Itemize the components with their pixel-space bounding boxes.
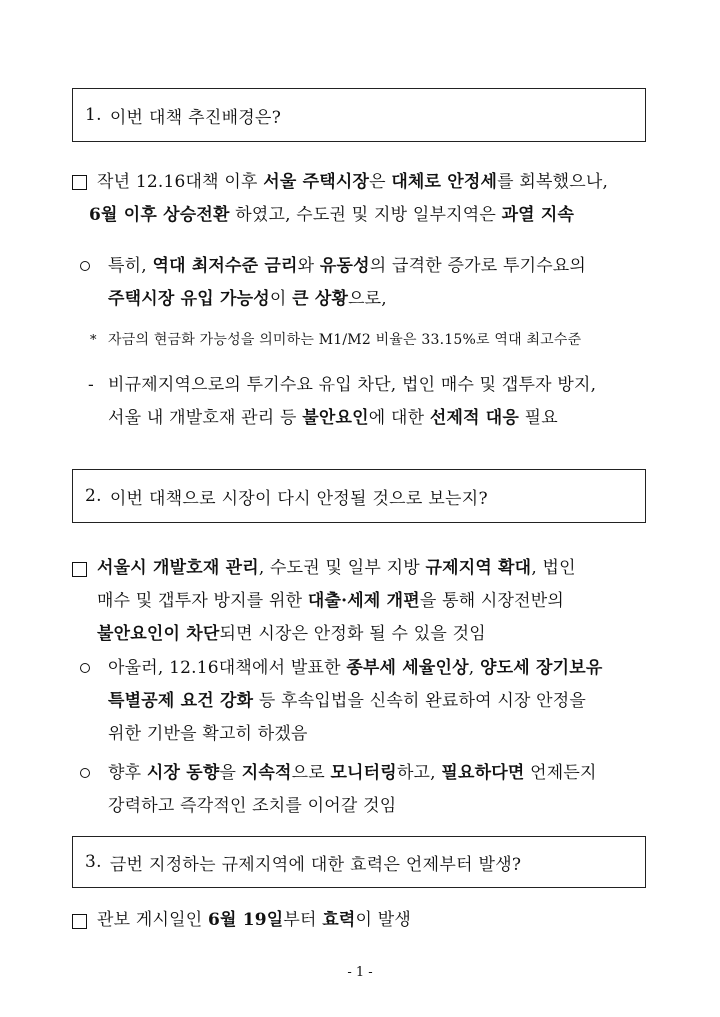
text-run: 의 급격한 증가로 투기수요의	[369, 256, 587, 276]
bold-run: 대출·세제 개편	[307, 591, 420, 611]
checkbox-bullet-icon	[72, 562, 87, 577]
bold-run: 선제적 대응	[429, 408, 520, 428]
text-line	[97, 585, 576, 618]
circle-bullet-icon	[80, 768, 90, 778]
bold-run: 6월 19일	[207, 910, 284, 930]
bold-run: 양도세 장기보유	[480, 658, 603, 678]
paragraph-q2-sub1	[108, 652, 603, 751]
text-line	[108, 250, 586, 283]
bold-run: 불안요인이 차단	[97, 624, 220, 644]
text-line	[108, 283, 586, 316]
text-run: 관보 게시일인	[97, 910, 208, 930]
text-run: 되면 시장은 안정화 될 수 있을 것임	[219, 624, 486, 644]
text-run: 아울러, 12.16대책에서 발표한	[108, 658, 347, 678]
text-run: 하고,	[396, 763, 442, 783]
question-1-box	[72, 88, 646, 142]
bold-run: 효력	[322, 910, 356, 930]
bold-run: 큰 상황	[292, 289, 349, 309]
bold-run: 6월 이후 상승전환	[89, 205, 230, 225]
text-run: 하였고, 수도권 및 지방 일부지역은	[229, 205, 502, 225]
bold-run: 서울 주택시장	[263, 172, 370, 192]
question-number: 3.	[85, 852, 102, 872]
text-run: 서울 내 개발호재 관리 등	[108, 408, 303, 428]
text-run: 향후	[108, 763, 147, 783]
text-line	[97, 904, 411, 937]
bold-run: 필요하다면	[441, 763, 525, 783]
footnote: 자금의 현금화 가능성을 의미하는 M1/M2 비율은 33.15%로 역대 최고수준	[108, 332, 582, 348]
text-run: 필요	[519, 408, 558, 428]
text-line	[108, 652, 603, 685]
text-line	[89, 199, 608, 232]
paragraph-q2-sub2	[108, 757, 597, 823]
text-run: 은	[369, 172, 392, 192]
page-number: - 1 -	[347, 965, 373, 980]
text-run: 으로	[291, 763, 331, 783]
question-title: 이번 대책 추진배경은?	[109, 107, 282, 128]
text-run: 을	[219, 763, 242, 783]
text-run: ,	[468, 658, 481, 678]
text-run: , 수도권 및 일부 지방	[258, 558, 426, 578]
text-run: 언제든지	[524, 763, 597, 783]
text-line	[97, 166, 608, 199]
bold-run: 역대 최저수준 금리	[152, 256, 298, 276]
question-title: 금번 지정하는 규제지역에 대한 효력은 언제부터 발생?	[109, 854, 522, 875]
text-line: 위한 기반을 확고히 하겠음	[108, 724, 308, 744]
bold-run: 서울시 개발호재 관리	[97, 558, 259, 578]
bold-run: 시장 동향	[146, 763, 220, 783]
text-run: 이 발생	[355, 910, 411, 930]
text-run: 등 후속입법을 신속히 완료하여 시장 안정을	[253, 691, 587, 711]
text-run: 으로,	[348, 289, 387, 309]
bold-run: 모니터링	[330, 763, 397, 783]
question-title: 이번 대책으로 시장이 다시 안정될 것으로 보는지?	[109, 488, 488, 509]
text-run: 매수 및 갭투자 방지를 위한	[97, 591, 308, 611]
bold-run: 지속적	[241, 763, 292, 783]
bold-run: 주택시장 유입 가능성	[108, 289, 270, 309]
text-run: , 법인	[531, 558, 576, 578]
bold-run: 불안요인	[302, 408, 369, 428]
question-2-box	[72, 469, 646, 523]
asterisk-icon: *	[90, 333, 97, 348]
bold-run: 규제지역 확대	[425, 558, 532, 578]
text-run: 에 대한	[368, 408, 430, 428]
paragraph-q1-bullet	[89, 166, 609, 232]
question-3-box	[72, 836, 646, 888]
checkbox-bullet-icon	[72, 914, 87, 929]
question-number: 2.	[85, 486, 102, 506]
paragraph-q1-dash	[108, 369, 596, 435]
text-line	[97, 618, 576, 651]
text-run: 와	[297, 256, 320, 276]
text-line: 강력하고 즉각적인 조치를 이어갈 것임	[108, 796, 397, 816]
bold-run: 대체로 안정세	[391, 172, 498, 192]
paragraph-q1-sub	[108, 250, 586, 316]
text-run: 작년 12.16대책 이후	[97, 172, 264, 192]
circle-bullet-icon	[80, 261, 90, 271]
bold-run: 종부세 세율인상	[346, 658, 469, 678]
text-line	[108, 402, 596, 435]
checkbox-bullet-icon	[72, 175, 87, 190]
text-line	[108, 757, 597, 790]
text-run: 부터	[283, 910, 323, 930]
text-run: 특히,	[108, 256, 153, 276]
text-line: 비규제지역으로의 투기수요 유입 차단, 법인 매수 및 갭투자 방지,	[108, 375, 597, 395]
text-run: 를 회복했으나,	[497, 172, 609, 192]
bold-run: 유동성	[319, 256, 370, 276]
text-run: 을 통해 시장전반의	[419, 591, 565, 611]
dash-bullet-icon: -	[88, 375, 94, 395]
bold-run: 특별공제 요건 강화	[108, 691, 254, 711]
paragraph-q2-bullet	[97, 552, 576, 651]
text-run: 이	[269, 289, 293, 309]
question-number: 1.	[85, 105, 102, 125]
circle-bullet-icon	[80, 663, 90, 673]
text-line	[108, 685, 603, 718]
text-line	[97, 552, 576, 585]
paragraph-q3-bullet	[97, 904, 411, 937]
bold-run: 과열 지속	[501, 205, 575, 225]
